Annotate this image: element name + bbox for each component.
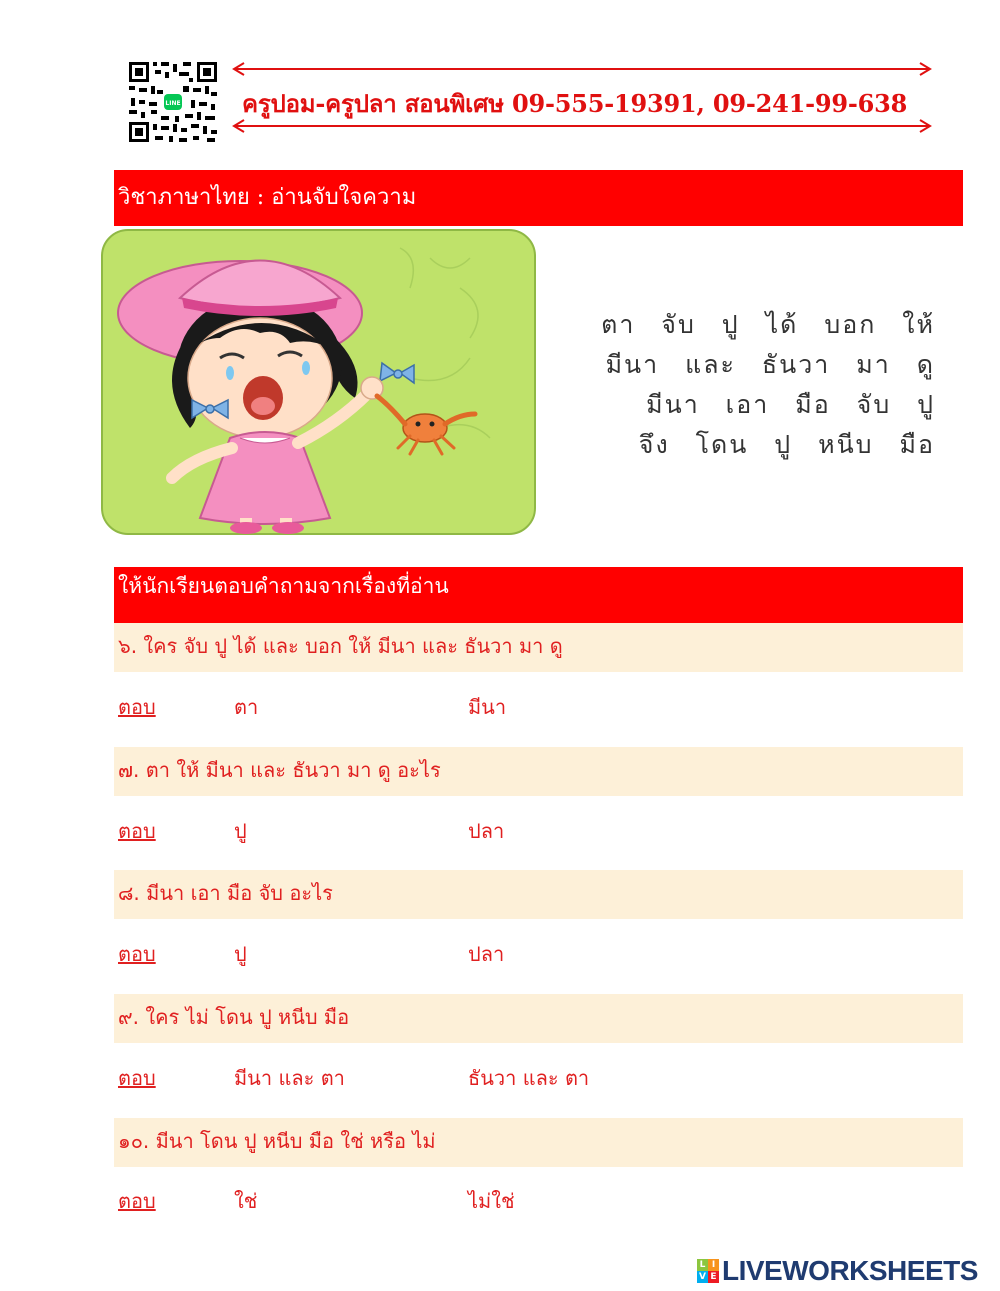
header-title: ครูปอม-ครูปลา สอนพิเศษ 09-555-19391, 09-241-99-638 [242, 89, 908, 118]
answer-row [114, 811, 963, 851]
answer-option-1[interactable]: ตา [234, 695, 259, 719]
girl-crab-illustration [100, 228, 537, 536]
question-row: ๖. ใคร จับ ปู ได้ และ บอก ให้ มีนา และ ธันวา มา ดู [114, 623, 963, 672]
answer-label: ตอบ [118, 695, 156, 719]
answer-option-2[interactable]: ปลา [468, 819, 505, 843]
answer-row [114, 1058, 963, 1098]
double-arrow-top [232, 62, 932, 76]
story-line: ตา จับ ปู ได้ บอก ให้ [601, 310, 935, 339]
answer-row [114, 1181, 963, 1221]
answer-option-2[interactable]: ไม่ใช่ [468, 1189, 515, 1213]
answer-option-2[interactable]: ปลา [468, 942, 505, 966]
double-arrow-bottom [232, 119, 932, 133]
answer-option-2[interactable]: ธันวา และ ตา [468, 1066, 590, 1090]
question-row: ๗. ตา ให้ มีนา และ ธันวา มา ดู อะไร [114, 747, 963, 796]
answer-option-1[interactable]: ปู [234, 942, 247, 966]
answer-label: ตอบ [118, 942, 156, 966]
liveworksheets-logo[interactable] [697, 1256, 978, 1286]
answer-option-1[interactable]: มีนา และ ตา [234, 1066, 345, 1090]
story-line: มีนา และ ธันวา มา ดู [605, 350, 935, 379]
qr-code-icon [127, 60, 219, 144]
answer-row [114, 687, 963, 727]
subject-bar: วิชาภาษาไทย : อ่านจับใจความ [114, 170, 963, 226]
instruction-bar: ให้นักเรียนตอบคำถามจากเรื่องที่อ่าน [114, 567, 963, 623]
liveworksheets-mark-icon: L I V E [697, 1259, 719, 1283]
question-row: ๘. มีนา เอา มือ จับ อะไร [114, 870, 963, 919]
logo-text: LIVEWORKSHEETS [722, 1255, 978, 1286]
question-row: ๑๐. มีนา โดน ปู หนีบ มือ ใช่ หรือ ไม่ [114, 1118, 963, 1167]
story-line: จึง โดน ปู หนีบ มือ [638, 430, 935, 459]
answer-option-1[interactable]: ใช่ [234, 1189, 258, 1213]
story-line: มีนา เอา มือ จับ ปู [646, 390, 935, 419]
answer-option-1[interactable]: ปู [234, 819, 247, 843]
answer-option-2[interactable]: มีนา [468, 695, 507, 719]
answer-row [114, 934, 963, 974]
answer-label: ตอบ [118, 1066, 156, 1090]
question-row: ๙. ใคร ไม่ โดน ปู หนีบ มือ [114, 994, 963, 1043]
answer-label: ตอบ [118, 1189, 156, 1213]
answer-label: ตอบ [118, 819, 156, 843]
svg-text:LINE: LINE [165, 100, 181, 107]
story-text [575, 305, 935, 465]
